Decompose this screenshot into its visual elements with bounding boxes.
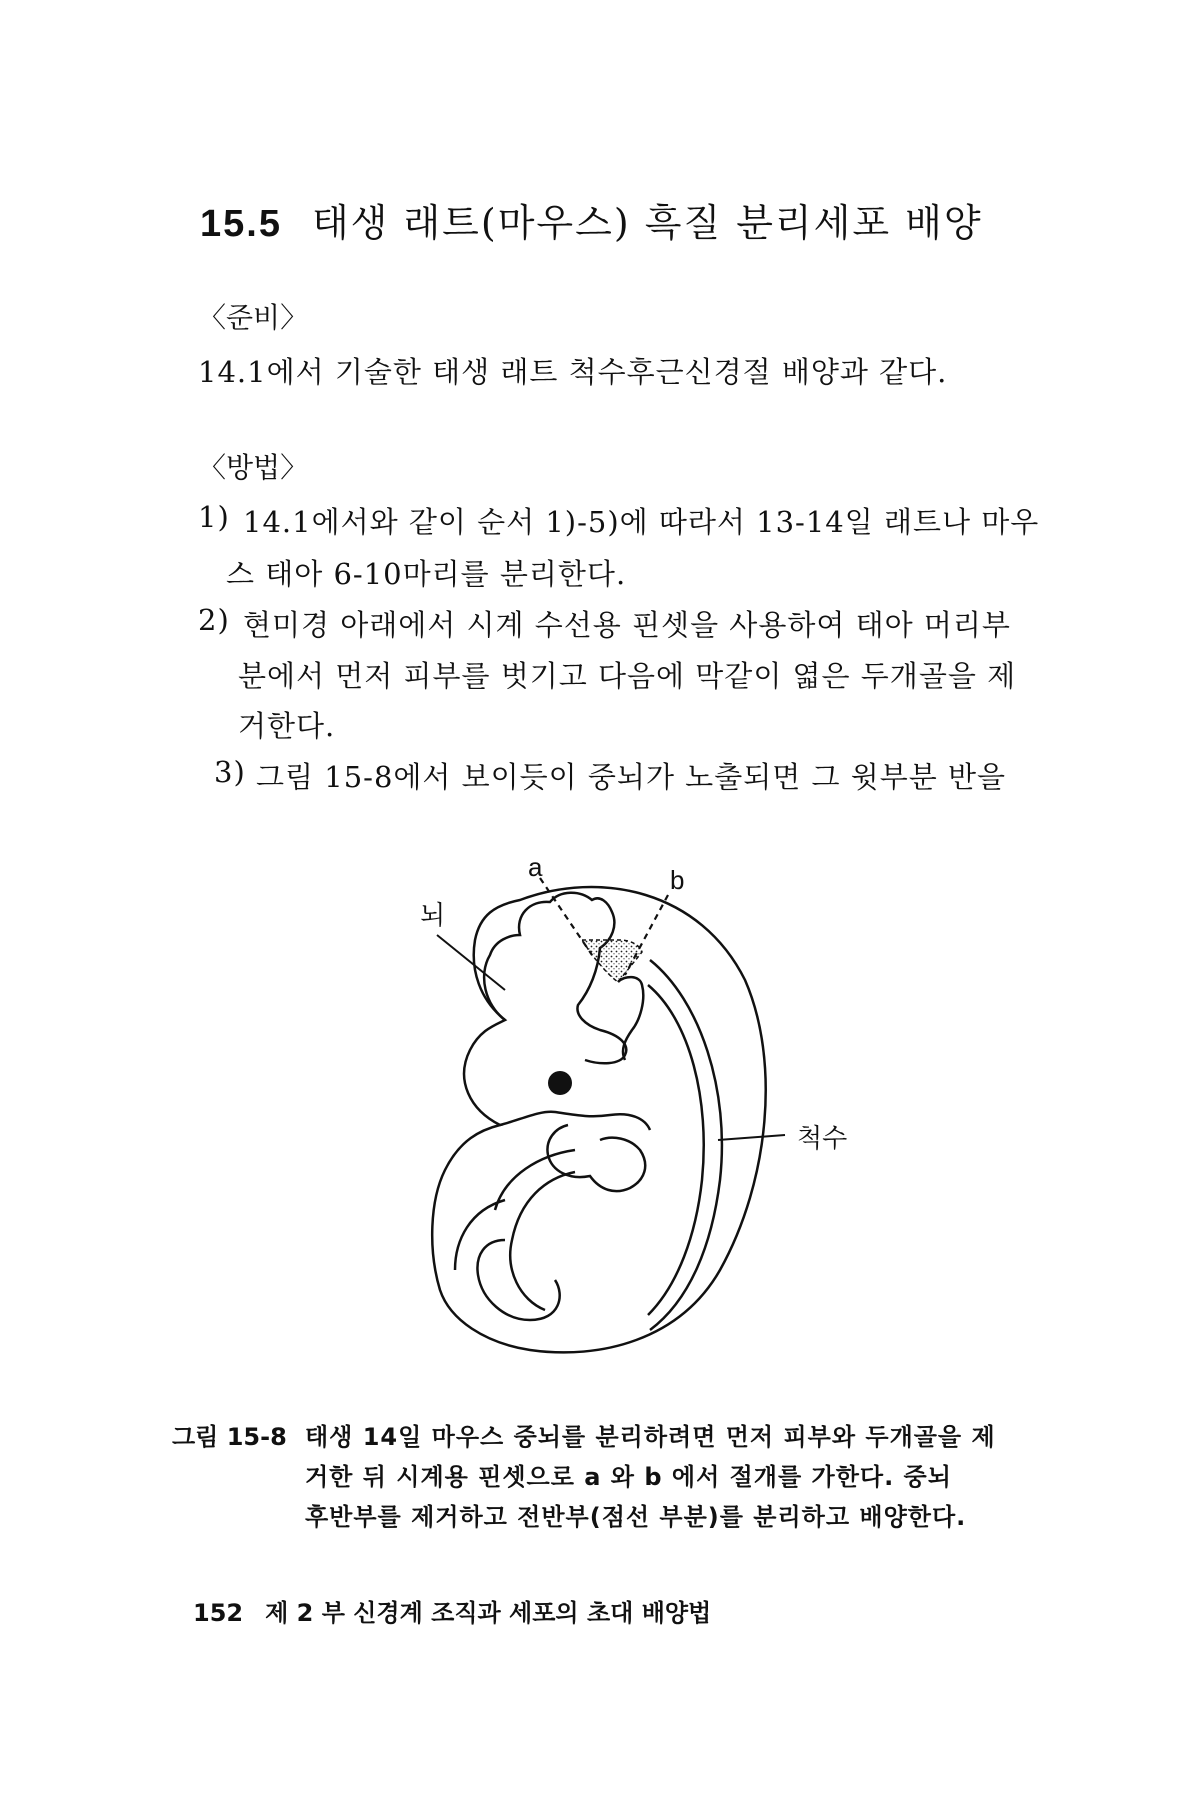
method-item-line: 14.1에서와 같이 순서 1)-5)에 따라서 13-14일 래트나 마우 (243, 505, 1040, 539)
section-heading (200, 192, 983, 247)
page-footer (193, 1593, 711, 1628)
caption-line: 거한 뒤 시계용 핀셋으로 a 와 b 에서 절개를 가한다. 중뇌 (305, 1463, 952, 1491)
hindlimb-outline (477, 1240, 559, 1320)
cut-label-b: b (670, 865, 685, 895)
method-item-line: 현미경 아래에서 시계 수선용 핀셋을 사용하여 태아 머리부 (243, 608, 1011, 642)
caption-label: 그림 15-8 (172, 1423, 287, 1451)
section-title: 태생 래트(마우스) 흑질 분리세포 배양 (311, 201, 983, 245)
spinal-cord-label: 척수 (797, 1124, 848, 1154)
method-item-line: 그림 15-8에서 보이듯이 중뇌가 노출되면 그 윗부분 반을 (256, 760, 1006, 794)
method-item-number: 3) (214, 755, 246, 789)
method-item-line: 분에서 먼저 피부를 벗기고 다음에 막같이 엷은 두개골을 제 (238, 659, 1017, 693)
method-item-number: 1) (198, 500, 230, 534)
method-label: 〈방법〉 (198, 451, 309, 484)
caption-line: 후반부를 제거하고 전반부(점선 부분)를 분리하고 배양한다. (305, 1503, 967, 1531)
eye (548, 1071, 572, 1095)
brain-leader-line (437, 935, 505, 990)
caption-line: 태생 14일 마우스 중뇌를 분리하려면 먼저 피부와 두개골을 제 (305, 1423, 996, 1451)
body-inner-line (510, 1172, 575, 1310)
preparation-text: 14.1에서 기술한 태생 래트 척수후근신경절 배양과 같다. (198, 355, 948, 389)
cut-line-b (625, 895, 668, 975)
body-inner-line (495, 1150, 575, 1210)
midbrain-dotted-region (582, 940, 642, 982)
method-item-number: 2) (198, 603, 230, 637)
brain-label: 뇌 (420, 901, 446, 931)
cut-label-a: a (528, 852, 543, 882)
method-item-line: 스 태아 6-10마리를 분리한다. (226, 557, 627, 591)
spinal-cord-outer (650, 960, 722, 1330)
spinal-leader-line (718, 1135, 785, 1140)
midbrain-outline (618, 977, 643, 1060)
method-item-line: 거한다. (238, 709, 336, 743)
tail-outline (455, 1200, 505, 1270)
running-footer-text: 제 2 부 신경계 조직과 세포의 초대 배양법 (265, 1599, 712, 1627)
page-number: 152 (193, 1599, 244, 1627)
face-outline (500, 1112, 650, 1130)
brain-outline (484, 893, 626, 1064)
spinal-cord-inner (648, 985, 704, 1315)
forelimb-outline (547, 1125, 645, 1191)
section-number: 15.5 (200, 203, 282, 245)
preparation-label: 〈준비〉 (198, 301, 309, 334)
